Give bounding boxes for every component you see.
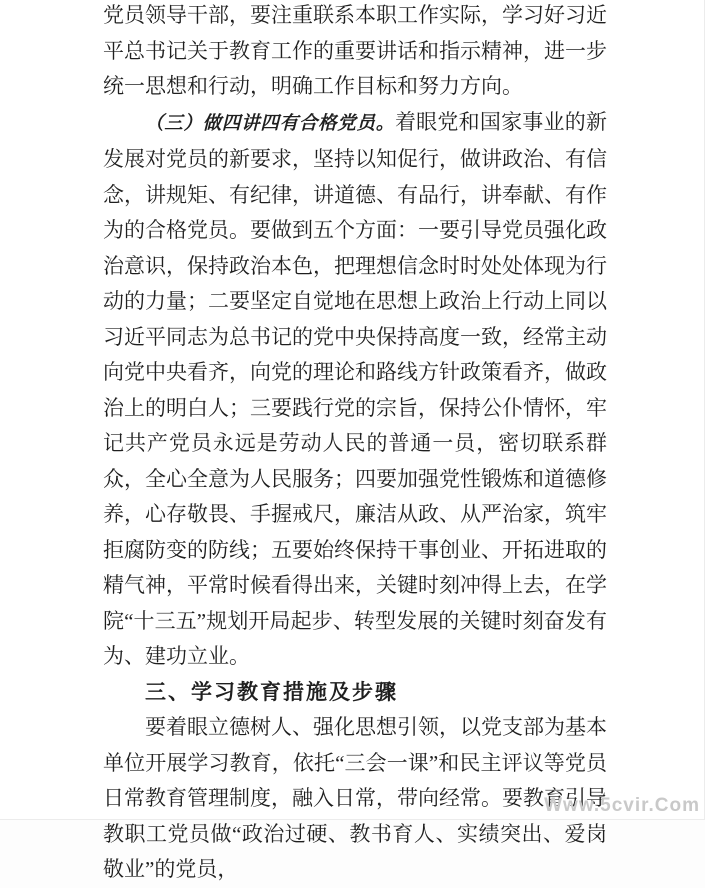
- document-body: [103, 0, 607, 888]
- text-run: 要着眼立德树人、强化思想引领，以党支部为基本单位开展学习教育，依托“三会一课”和民主评议等党员日常教育管理制度，融入日常，带向经常。要教育引导教职工党员做“政治过硬、教书育人、实绩突出、爱岗敬业”的党员，: [103, 715, 607, 881]
- section-heading: [103, 675, 607, 711]
- paragraph: [103, 710, 607, 888]
- bold-lead-run: （三）做四讲四有合格党员。: [145, 113, 395, 134]
- paragraph: [103, 0, 607, 105]
- text-run: 着眼党和国家事业的新发展对党员的新要求，坚持以知促行，做讲政治、有信念，讲规矩、有纪律，讲道德、有品行，讲奉献、有作为的合格党员。要做到五个方面：一要引导党员强化政治意识，保持政治本色，把理想信念时时处处体现为行动的力量；二要坚定自觉地在思想上政治上行动上同以习近平同志为总书记的党中央保持高度一致，经常主动向党中央看齐，向党的理论和路线方针政策看齐，做政治上的明白人；三要践行党的宗旨，保持公仆情怀，牢记共产党员永远是劳动人民的普通一员，密切联系群众，全心全意为人民服务；四要加强党性锻炼和道德修养，心存敬畏、手握戒尺，廉洁从政、从严治家，筑牢拒腐防变的防线；五要始终保持干事创业、开拓进取的精气神，平常时候看得出来，关键时刻冲得上去，在学院“十三五”规划开局起步、转型发展的关键时刻奋发有为、建功立业。: [103, 109, 607, 668]
- text-run: 党员领导干部，要注重联系本职工作实际，学习好习近平总书记关于教育工作的重要讲话和指示精神，进一步统一思想和行动，明确工作目标和努力方向。: [103, 3, 607, 98]
- bold-lead-run: 三、学习教育措施及步骤: [145, 679, 398, 704]
- paragraph: [103, 105, 607, 675]
- watermark-text: Www.5cvir.Com: [544, 795, 700, 816]
